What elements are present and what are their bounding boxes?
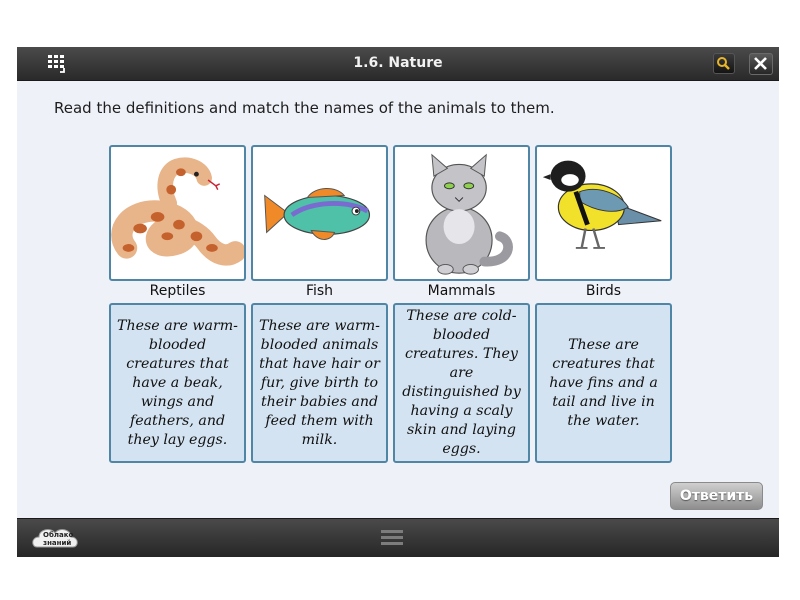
definition-card-4[interactable]: These are creatures that have fins and a tail and live in the water.: [535, 303, 672, 463]
bottom-bar: [17, 518, 779, 557]
definition-card-1[interactable]: These are warm-blooded creatures that have a beak, wings and feathers, and they lay eggs.: [109, 303, 246, 463]
logo-text-line2: знаний: [43, 539, 72, 547]
fish-illustration: [251, 145, 388, 281]
snake-illustration: [109, 145, 246, 281]
answer-button[interactable]: Ответить: [670, 482, 763, 510]
cat-illustration: [393, 145, 530, 281]
label-reptiles: Reptiles: [149, 283, 206, 299]
bird-illustration: [535, 145, 672, 281]
definition-card-2[interactable]: These are warm-blooded animals that have hair or fur, give birth to their babies and feed them with milk.: [251, 303, 388, 463]
label-birds: Birds: [585, 283, 622, 299]
search-icon[interactable]: [713, 53, 735, 74]
definition-card-3[interactable]: These are cold-blooded creatures. They are distinguished by having a scaly skin and laying eggs.: [393, 303, 530, 463]
instruction-text: Read the definitions and match the names of the animals to them.: [54, 99, 555, 117]
logo-text-line1: Облако: [43, 531, 74, 539]
label-mammals: Mammals: [427, 283, 496, 299]
page-title: 1.6. Nature: [353, 55, 443, 71]
logo: [31, 523, 81, 553]
drag-handle-icon[interactable]: [380, 528, 404, 548]
label-fish: Fish: [305, 283, 334, 299]
top-bar: [17, 47, 779, 81]
exercise-window: [17, 47, 779, 556]
close-icon[interactable]: [749, 53, 773, 75]
